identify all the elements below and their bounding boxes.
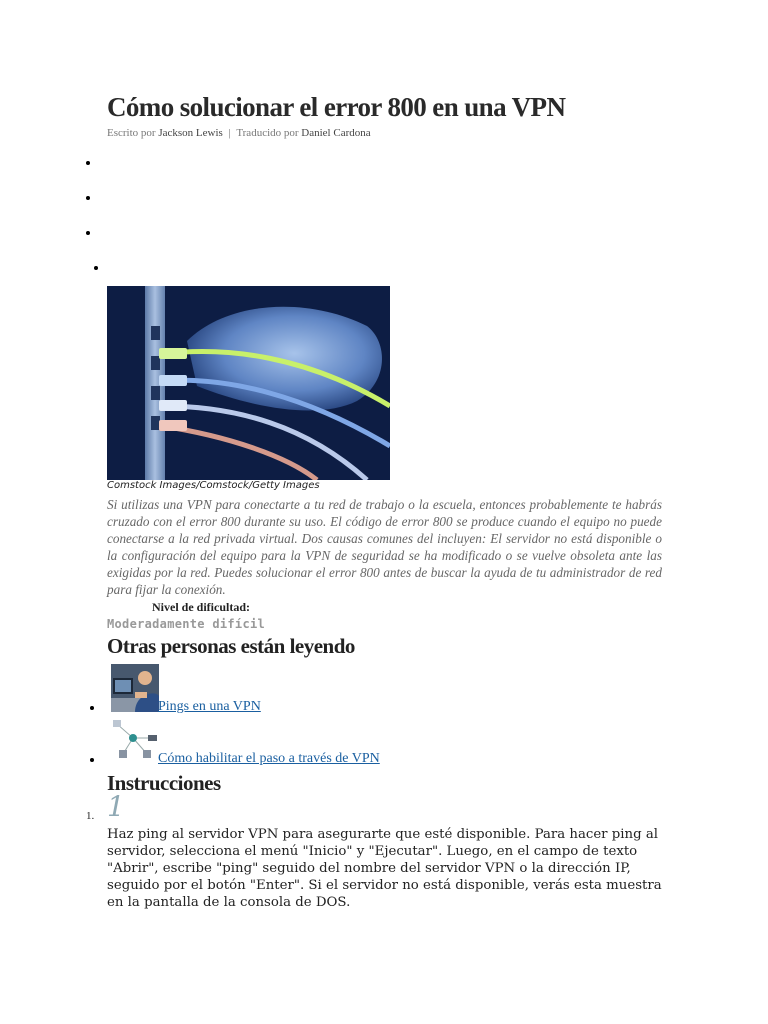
page-title: Cómo solucionar el error 800 en una VPN xyxy=(107,92,566,122)
byline-separator: | xyxy=(228,127,231,139)
difficulty-label: Nivel de dificultad: xyxy=(152,600,250,614)
empty-list-bullet xyxy=(86,231,90,235)
author-link[interactable]: Jackson Lewis xyxy=(158,127,223,139)
translator-link[interactable]: Daniel Cardona xyxy=(301,127,371,139)
person-at-computer-illustration xyxy=(111,664,159,712)
person-at-computer-thumbnail[interactable] xyxy=(111,664,159,712)
empty-list-bullet xyxy=(94,266,98,270)
byline xyxy=(107,127,371,139)
related-link-pings-vpn[interactable]: Pings en una VPN xyxy=(158,699,261,714)
network-cables-illustration xyxy=(107,286,390,480)
related-list-bullet xyxy=(90,758,94,762)
byline-written-prefix: Escrito por xyxy=(107,127,156,139)
empty-list-bullet xyxy=(86,161,90,165)
network-cables-photo xyxy=(107,286,390,480)
network-diagram-thumbnail[interactable] xyxy=(111,716,159,764)
related-list-bullet xyxy=(90,706,94,710)
network-diagram-illustration xyxy=(111,716,159,764)
instructions-heading: Instrucciones xyxy=(107,771,221,795)
step-list-marker: 1. xyxy=(86,810,95,822)
empty-list-bullet xyxy=(86,196,90,200)
image-caption: Comstock Images/Comstock/Getty Images xyxy=(107,480,320,491)
related-link-vpn-passthrough[interactable]: Cómo habilitar el paso a través de VPN xyxy=(158,751,380,766)
intro-paragraph: Si utilizas una VPN para conectarte a tu red de trabajo o la escuela, entonces probablemente te habrás cruzado con el error 800 durante su uso. El código de error 800 se produce cuando el equipo no puede conectarse a la red privada virtual. Dos causas comunes del incluyen: El servidor no está disponible o la configuración del equipo para la VPN de seguridad se ha modificado o se vuelve obsoleta ante las exigidas por la red. Puedes solucionar el error 800 antes de buscar la ayuda de tu administrador de red para fijar la conexión. xyxy=(107,497,662,597)
step-text: Haz ping al servidor VPN para asegurarte que esté disponible. Para hacer ping al servidor, selecciona el menú "Inicio" y "Ejecutar". Luego, en el campo de texto "Abrir", escribe "ping" seguido del nombre del servidor VPN o la dirección IP, seguido por el botón "Enter". Si el servidor no está disponible, verás esta muestra en la pantalla de la consola de DOS. xyxy=(107,827,662,910)
related-heading: Otras personas están leyendo xyxy=(107,634,355,658)
difficulty-value: Moderadamente difícil xyxy=(107,617,266,631)
step-number: 1 xyxy=(107,790,125,823)
byline-translated-prefix: Traducido por xyxy=(236,127,299,139)
